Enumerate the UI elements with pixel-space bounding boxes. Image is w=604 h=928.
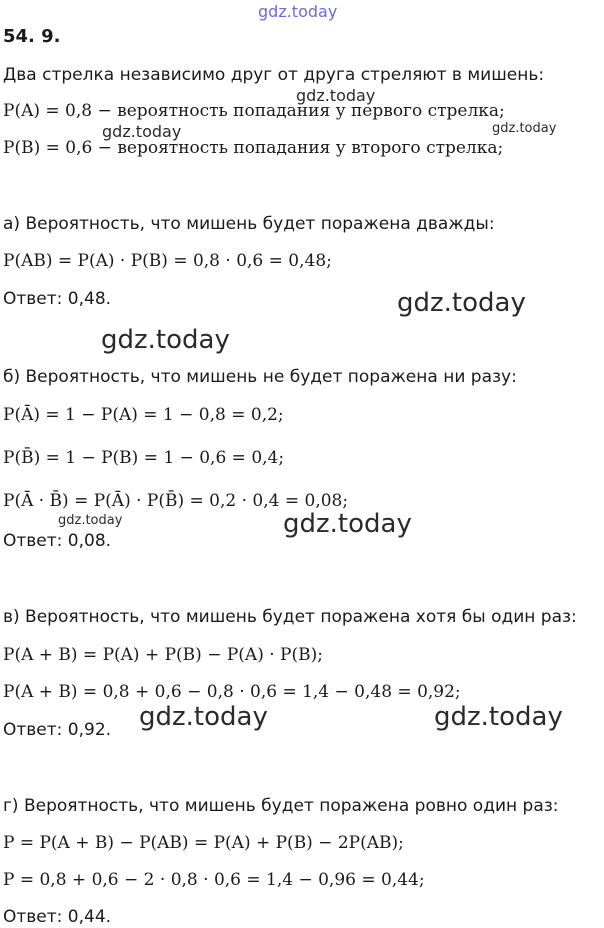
part-a-question: а) Вероятность, что мишень будет поражена дважды: [3,214,495,234]
given-pa: P(A) = 0,8 − вероятность попадания у первого стрелка; [3,101,505,121]
watermark-top: gdz.today [258,2,338,21]
part-v-equation-1: P(A + B) = P(A) + P(B) − P(A) · P(B); [3,645,323,665]
part-a-answer: Ответ: 0,48. [3,289,112,309]
part-b-question: б) Вероятность, что мишень не будет поражена ни разу: [3,367,517,387]
part-g-question: г) Вероятность, что мишень будет поражена ровно один раз: [3,796,559,816]
part-a-equation: P(AB) = P(A) · P(B) = 0,8 · 0,6 = 0,48; [3,251,332,271]
watermark: gdz.today [139,702,268,732]
part-v-question: в) Вероятность, что мишень будет поражена хотя бы один раз: [3,607,577,627]
watermark: gdz.today [492,121,557,136]
watermark: gdz.today [397,288,526,318]
part-g-equation-2: P = 0,8 + 0,6 − 2 · 0,8 · 0,6 = 1,4 − 0,96 = 0,44; [3,870,425,890]
given-pb: P(B) = 0,6 − вероятность попадания у второго стрелка; [3,138,504,158]
part-b-answer: Ответ: 0,08. [3,531,112,551]
problem-intro: Два стрелка независимо друг от друга стреляют в мишень: [3,65,545,85]
watermark: gdz.today [283,509,412,539]
watermark: gdz.today [58,513,123,528]
watermark: gdz.today [296,86,376,105]
watermark: gdz.today [102,122,182,141]
watermark: gdz.today [101,325,230,355]
part-v-answer: Ответ: 0,92. [3,720,112,740]
watermark: gdz.today [434,702,563,732]
part-b-equation-2: P(B̄) = 1 − P(B) = 1 − 0,6 = 0,4; [3,448,285,468]
problem-title: 54. 9. [3,26,61,47]
part-b-equation-1: P(Ā) = 1 − P(A) = 1 − 0,8 = 0,2; [3,405,284,425]
part-g-answer: Ответ: 0,44. [3,907,112,927]
part-g-equation-1: P = P(A + B) − P(AB) = P(A) + P(B) − 2P(AB); [3,833,404,853]
part-b-equation-3: P(Ā · B̄) = P(Ā) · P(B̄) = 0,2 · 0,4 = 0,08; [3,491,349,511]
part-v-equation-2: P(A + B) = 0,8 + 0,6 − 0,8 · 0,6 = 1,4 − 0,48 = 0,92; [3,682,461,702]
